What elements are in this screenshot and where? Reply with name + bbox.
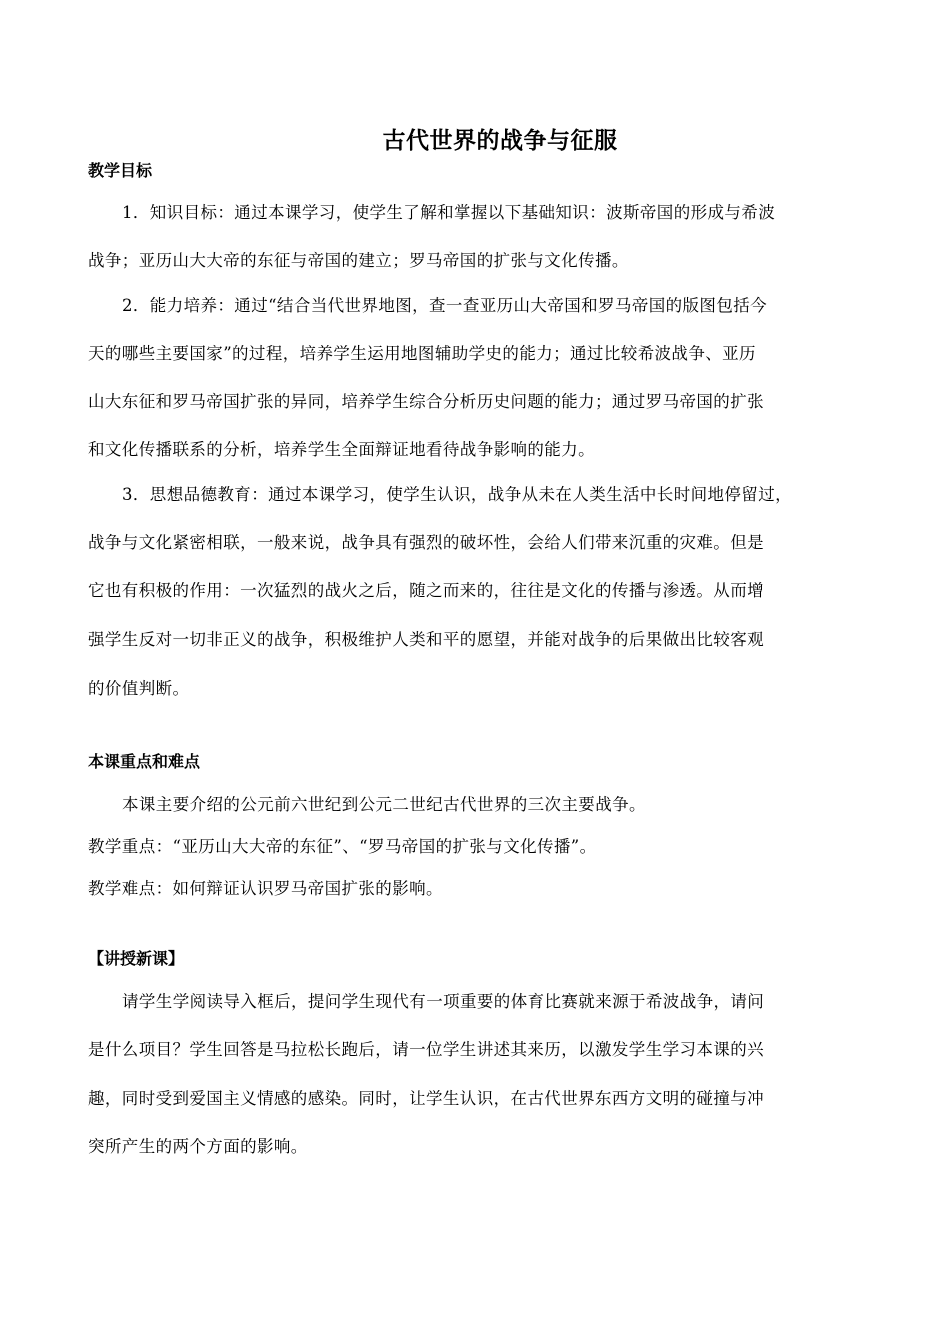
paragraph-line: 战争；亚历山大大帝的东征与帝国的建立；罗马帝国的扩张与文化传播。: [88, 251, 629, 270]
paragraph-line: 和文化传播联系的分析，培养学生全面辩证地看待战争影响的能力。: [88, 440, 595, 459]
section-heading-key-points: 本课重点和难点: [88, 752, 201, 771]
paragraph-line: 1．知识目标：通过本课学习，使学生了解和掌握以下基础知识：波斯帝国的形成与希波: [122, 203, 776, 222]
paragraph-line: 突所产生的两个方面的影响。: [88, 1137, 308, 1156]
paragraph-line: 山大东征和罗马帝国扩张的异同，培养学生综合分析历史问题的能力；通过罗马帝国的扩张: [88, 392, 764, 411]
paragraph-line: 天的哪些主要国家”的过程，培养学生运用地图辅助学史的能力；通过比较希波战争、亚历: [88, 344, 756, 363]
section-heading-new-lesson: 【讲授新课】: [88, 949, 185, 968]
paragraph-line: 它也有积极的作用：一次猛烈的战火之后，随之而来的，往往是文化的传播与渗透。从而增: [88, 581, 764, 600]
paragraph-line: 2．能力培养：通过“结合当代世界地图，查一查亚历山大帝国和罗马帝国的版图包括今: [122, 296, 768, 315]
paragraph-line: 趣，同时受到爱国主义情感的感染。同时，让学生认识，在古代世界东西方文明的碰撞与冲: [88, 1089, 764, 1108]
paragraph-line: 教学重点：“亚历山大大帝的东征”、“罗马帝国的扩张与文化传播”。: [88, 837, 597, 856]
paragraph-line: 请学生学阅读导入框后，提问学生现代有一项重要的体育比赛就来源于希波战争，请问: [122, 992, 765, 1011]
paragraph-line: 教学难点：如何辩证认识罗马帝国扩张的影响。: [88, 879, 443, 898]
paragraph-line: 强学生反对一切非正义的战争，积极维护人类和平的愿望，并能对战争的后果做出比较客观: [88, 630, 764, 649]
paragraph-line: 3．思想品德教育：通过本课学习，使学生认识，战争从未在人类生活中长时间地停留过，: [122, 485, 792, 504]
paragraph-line: 本课主要介绍的公元前六世纪到公元二世纪古代世界的三次主要战争。: [122, 795, 646, 814]
paragraph-line: 的价值判断。: [88, 679, 190, 698]
document-title: 古代世界的战争与征服: [382, 127, 618, 154]
paragraph-line: 战争与文化紧密相联，一般来说，战争具有强烈的破坏性，会给人们带来沉重的灾难。但是: [88, 533, 764, 552]
section-heading-objectives: 教学目标: [88, 161, 153, 180]
paragraph-line: 是什么项目？学生回答是马拉松长跑后，请一位学生讲述其来历，以激发学生学习本课的兴: [88, 1040, 764, 1059]
